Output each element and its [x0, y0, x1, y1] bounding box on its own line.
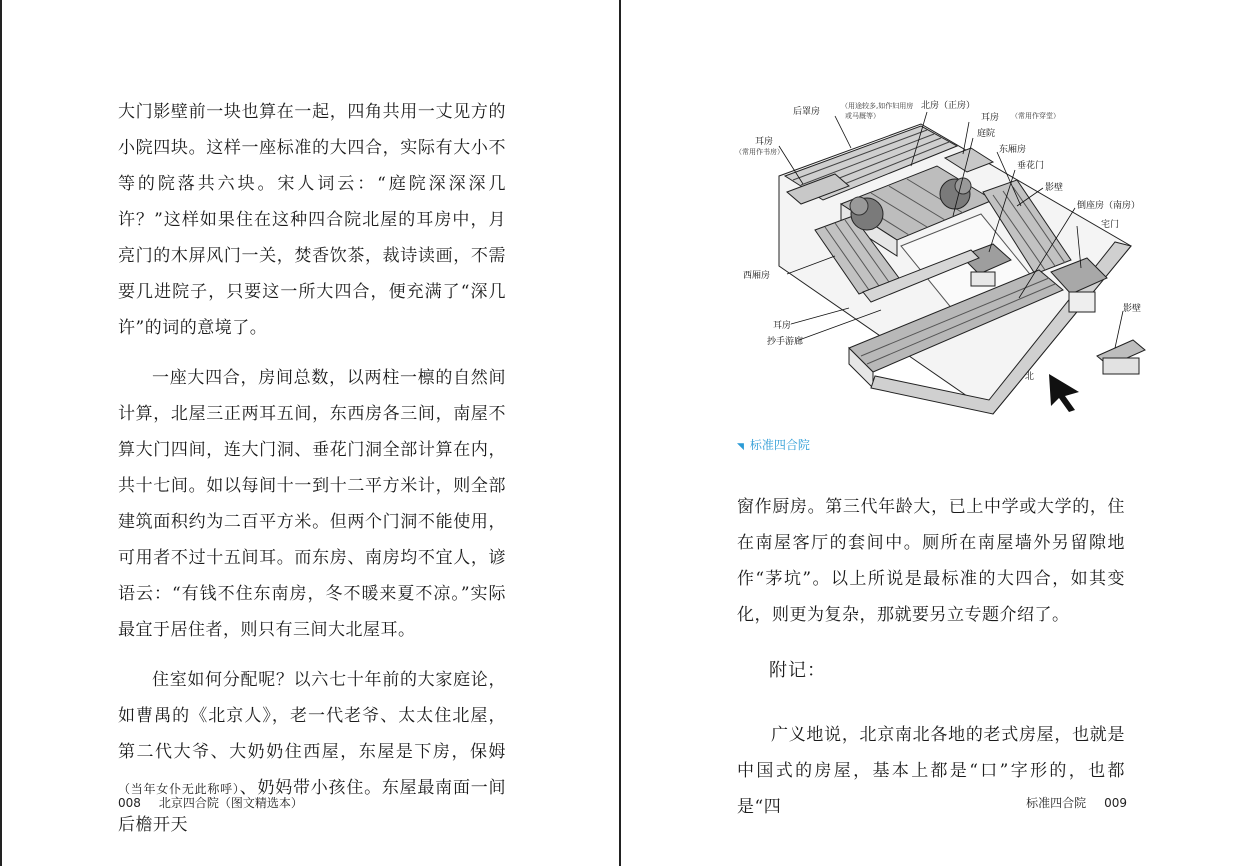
label-xixiangfang: 西厢房 — [743, 271, 771, 281]
label-beifang: 北房（正房） — [921, 101, 976, 111]
label-erfang-top: 耳房 — [981, 113, 1000, 123]
right-folio — [1026, 794, 1127, 811]
section-heading: 附记： — [769, 660, 826, 681]
right-page — [621, 0, 1239, 866]
label-yingbi-inner: 影壁 — [1045, 183, 1064, 193]
label-erfang-left-note: （常用作书房） — [735, 148, 784, 156]
courtyard-illustration-icon — [731, 96, 1163, 426]
label-erfang-bottom: 耳房 — [773, 321, 792, 331]
label-houzhaofang-note-1: （用途较多,如作妇用房 — [841, 102, 914, 110]
right-running-title: 标准四合院 — [1026, 796, 1087, 810]
label-chaoshouyoulang: 抄手游廊 — [767, 337, 804, 347]
left-page-text — [118, 94, 506, 843]
label-zhaimen: 宅门 — [1101, 220, 1120, 230]
left-page-number: 008 — [118, 796, 141, 810]
label-daozuofang: 倒座房（南房） — [1077, 201, 1141, 211]
label-erfang-top-note: （常用作穿堂） — [1011, 112, 1060, 120]
label-chuihuamen: 垂花门 — [1017, 161, 1045, 171]
label-yingbi-outer: 影壁 — [1123, 304, 1142, 314]
label-erfang-left: 耳房 — [755, 137, 774, 147]
courtyard-figure — [731, 96, 1163, 426]
figure-caption — [737, 436, 810, 453]
left-running-title: 北京四合院（图文精选本） — [158, 796, 303, 810]
label-houzhaofang-note-2: 或马厩等） — [845, 112, 880, 120]
caption-text: 标准四合院 — [749, 438, 810, 452]
label-north: 北 — [1025, 372, 1035, 382]
left-folio — [118, 794, 303, 811]
left-page — [2, 0, 619, 866]
paragraph-3-start: 住室如何分配呢？以六七十年前的大家庭论，如曹禺的《北京人》，老一代老爷、太太住北屋，第二代大爷、大奶奶住西屋，东屋是下房，保姆 — [118, 670, 506, 762]
paragraph-4: 窗作厨房。第三代年龄大，已上中学或大学的，住在南屋客厅的套间中。厕所在南屋墙外另留隙地作“茅坑”。以上所说是最标准的大四合，如其变化，则更为复杂，那就要另立专题介绍了。 — [737, 497, 1125, 625]
label-tingyuan: 庭院 — [977, 129, 996, 139]
paragraph-3 — [118, 662, 506, 843]
label-dongxiangfang: 东厢房 — [999, 145, 1027, 155]
caption-marker-icon: ◥ — [737, 442, 744, 452]
paragraph-3-end: 、奶妈带小孩住。东屋最南面一间后檐开天 — [118, 778, 506, 835]
right-page-number: 009 — [1104, 796, 1127, 810]
label-houzhaofang: 后罩房 — [793, 107, 821, 117]
paragraph-1: 大门影壁前一块也算在一起，四角共用一丈见方的小院四块。这样一座标准的大四合，实际有大小不等的院落共六块。宋人词云：“庭院深深深几许？”这样如果住在这种四合院北屋的耳房中，月亮门的木屏风门一关，焚香饮茶，裁诗读画，不需要几进院子，只要这一所大四合，便充满了“深几许”的词的意境了。 — [118, 102, 506, 338]
paragraph-3-note: （当年女仆无此称呼） — [118, 782, 240, 796]
paragraph-2: 一座大四合，房间总数，以两柱一檩的自然间计算，北屋三正两耳五间，东西房各三间，南屋不算大门四间，连大门洞、垂花门洞全部计算在内，共十七间。如以每间十一到十二平方米计，则全部建筑面积约为二百平方米。但两个门洞不能使用，可用者不过十五间耳。而东房、南房均不宜人，谚语云：“有钱不住东南房，冬不暖来夏不凉。”实际最宜于居住者，则只有三间大北屋耳。 — [118, 368, 506, 640]
paragraph-5-text: 广义地说，北京南北各地的老式房屋，也就是中国式的房屋，基本上都是“口”字形的，也都是“四 — [737, 725, 1125, 817]
